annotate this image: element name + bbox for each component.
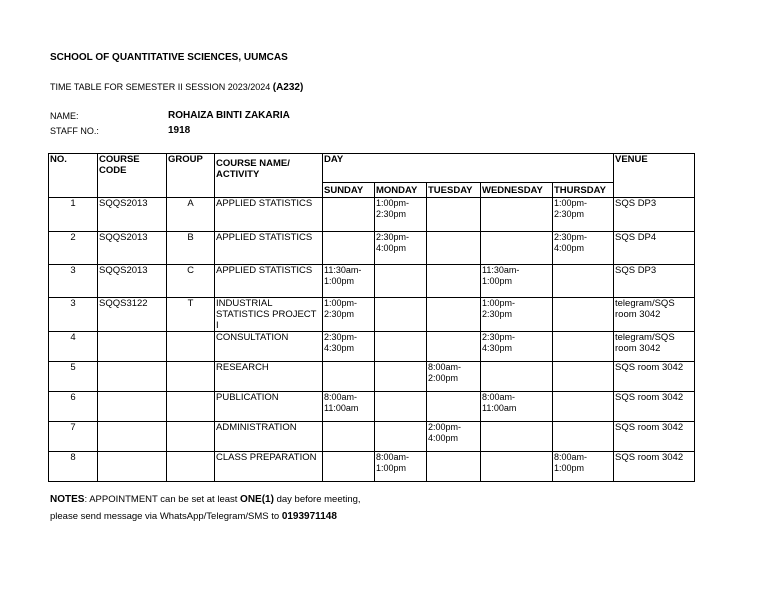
notes-emphasis: ONE(1) — [240, 494, 274, 505]
notes-text-1: : APPOINTMENT can be set at least — [84, 494, 241, 505]
course-name: CLASS PREPARATION — [215, 452, 323, 482]
table-row — [49, 232, 695, 265]
course-code — [98, 422, 167, 452]
tuesday-slot — [427, 392, 481, 422]
table-row — [49, 392, 695, 422]
course-name: ADMINISTRATION — [215, 422, 323, 452]
course-code: SQQS3122 — [98, 298, 167, 332]
tuesday-slot — [427, 452, 481, 482]
header-day: DAY — [323, 154, 614, 183]
sunday-slot — [323, 198, 375, 232]
thursday-slot: 1:00pm- 2:30pm — [553, 198, 614, 232]
course-name: PUBLICATION — [215, 392, 323, 422]
sunday-slot: 2:30pm- 4:30pm — [323, 332, 375, 362]
header-course-code: COURSE CODE — [98, 154, 167, 198]
course-name: INDUSTRIAL STATISTICS PROJECT I — [215, 298, 323, 332]
wednesday-slot — [481, 198, 553, 232]
venue: telegram/SQS room 3042 — [614, 332, 695, 362]
group — [167, 332, 215, 362]
thursday-slot — [553, 392, 614, 422]
notes-label: NOTES — [50, 494, 85, 505]
monday-slot — [375, 332, 427, 362]
course-name: APPLIED STATISTICS — [215, 232, 323, 265]
venue: SQS DP4 — [614, 232, 695, 265]
wednesday-slot: 1:00pm- 2:30pm — [481, 298, 553, 332]
course-name: APPLIED STATISTICS — [215, 265, 323, 298]
sunday-slot — [323, 232, 375, 265]
sunday-slot: 8:00am- 11:00am — [323, 392, 375, 422]
row-no: 2 — [49, 232, 98, 265]
monday-slot: 1:00pm- 2:30pm — [375, 198, 427, 232]
group — [167, 362, 215, 392]
row-no: 3 — [49, 298, 98, 332]
header-group: GROUP — [167, 154, 215, 198]
tuesday-slot — [427, 198, 481, 232]
table-row — [49, 452, 695, 482]
venue: SQS room 3042 — [614, 362, 695, 392]
semester-code: (A232) — [272, 82, 304, 93]
day-header-monday: MONDAY — [375, 183, 427, 198]
tuesday-slot — [427, 265, 481, 298]
group — [167, 452, 215, 482]
row-no: 1 — [49, 198, 98, 232]
wednesday-slot — [481, 232, 553, 265]
course-name: RESEARCH — [215, 362, 323, 392]
thursday-slot — [553, 298, 614, 332]
phone-number: 0193971148 — [281, 511, 337, 522]
day-header-tuesday: TUESDAY — [427, 183, 481, 198]
thursday-slot — [553, 422, 614, 452]
course-code: SQQS2013 — [98, 265, 167, 298]
venue: SQS DP3 — [614, 198, 695, 232]
tuesday-slot — [427, 298, 481, 332]
document-title: SCHOOL OF QUANTITATIVE SCIENCES, UUMCAS — [50, 52, 288, 63]
row-no: 6 — [49, 392, 98, 422]
table-row — [49, 422, 695, 452]
row-no: 5 — [49, 362, 98, 392]
course-name: CONSULTATION — [215, 332, 323, 362]
timetable-subtitle — [50, 82, 303, 93]
notes — [50, 491, 361, 525]
name-label: NAME: — [50, 111, 79, 121]
thursday-slot — [553, 332, 614, 362]
notes-contact-text: please send message via WhatsApp/Telegram/SMS to — [50, 511, 282, 522]
group — [167, 392, 215, 422]
table-row — [49, 298, 695, 332]
monday-slot: 8:00am- 1:00pm — [375, 452, 427, 482]
sunday-slot: 11:30am- 1:00pm — [323, 265, 375, 298]
sunday-slot — [323, 362, 375, 392]
course-code — [98, 392, 167, 422]
tuesday-slot: 8:00am- 2:00pm — [427, 362, 481, 392]
sunday-slot — [323, 422, 375, 452]
venue: SQS room 3042 — [614, 392, 695, 422]
row-no: 3 — [49, 265, 98, 298]
thursday-slot — [553, 362, 614, 392]
row-no: 8 — [49, 452, 98, 482]
venue: SQS DP3 — [614, 265, 695, 298]
monday-slot — [375, 392, 427, 422]
course-name: APPLIED STATISTICS — [215, 198, 323, 232]
monday-slot — [375, 298, 427, 332]
day-header-sunday: SUNDAY — [323, 183, 375, 198]
venue: SQS room 3042 — [614, 422, 695, 452]
course-code — [98, 452, 167, 482]
wednesday-slot — [481, 422, 553, 452]
table-row — [49, 362, 695, 392]
header-venue: VENUE — [614, 154, 695, 198]
course-code: SQQS2013 — [98, 232, 167, 265]
notes-line-2 — [50, 508, 361, 525]
header-course-name: COURSE NAME/ ACTIVITY — [215, 154, 323, 198]
day-header-wednesday: WEDNESDAY — [481, 183, 553, 198]
group: T — [167, 298, 215, 332]
timetable — [48, 153, 695, 482]
header-no: NO. — [49, 154, 98, 198]
wednesday-slot — [481, 452, 553, 482]
monday-slot: 2:30pm- 4:00pm — [375, 232, 427, 265]
staff-no-label: STAFF NO.: — [50, 126, 99, 136]
group — [167, 422, 215, 452]
notes-line-1 — [50, 491, 361, 508]
thursday-slot — [553, 265, 614, 298]
group: B — [167, 232, 215, 265]
tuesday-slot — [427, 232, 481, 265]
wednesday-slot — [481, 362, 553, 392]
tuesday-slot — [427, 332, 481, 362]
monday-slot — [375, 422, 427, 452]
table-row — [49, 265, 695, 298]
subtitle-text: TIME TABLE FOR SEMESTER II SESSION 2023/2024 — [50, 82, 273, 92]
thursday-slot: 8:00am- 1:00pm — [553, 452, 614, 482]
venue: telegram/SQS room 3042 — [614, 298, 695, 332]
group: A — [167, 198, 215, 232]
notes-text-2: day before meeting, — [273, 494, 361, 505]
venue: SQS room 3042 — [614, 452, 695, 482]
group: C — [167, 265, 215, 298]
course-code: SQQS2013 — [98, 198, 167, 232]
wednesday-slot: 8:00am- 11:00am — [481, 392, 553, 422]
tuesday-slot: 2:00pm- 4:00pm — [427, 422, 481, 452]
name-value: ROHAIZA BINTI ZAKARIA — [168, 110, 290, 121]
course-code — [98, 362, 167, 392]
table-row — [49, 332, 695, 362]
thursday-slot: 2:30pm- 4:00pm — [553, 232, 614, 265]
wednesday-slot: 2:30pm- 4:30pm — [481, 332, 553, 362]
monday-slot — [375, 362, 427, 392]
row-no: 7 — [49, 422, 98, 452]
day-header-thursday: THURSDAY — [553, 183, 614, 198]
sunday-slot: 1:00pm- 2:30pm — [323, 298, 375, 332]
row-no: 4 — [49, 332, 98, 362]
sunday-slot — [323, 452, 375, 482]
staff-no-value: 1918 — [168, 125, 191, 136]
table-row — [49, 198, 695, 232]
monday-slot — [375, 265, 427, 298]
wednesday-slot: 11:30am- 1:00pm — [481, 265, 553, 298]
course-code — [98, 332, 167, 362]
